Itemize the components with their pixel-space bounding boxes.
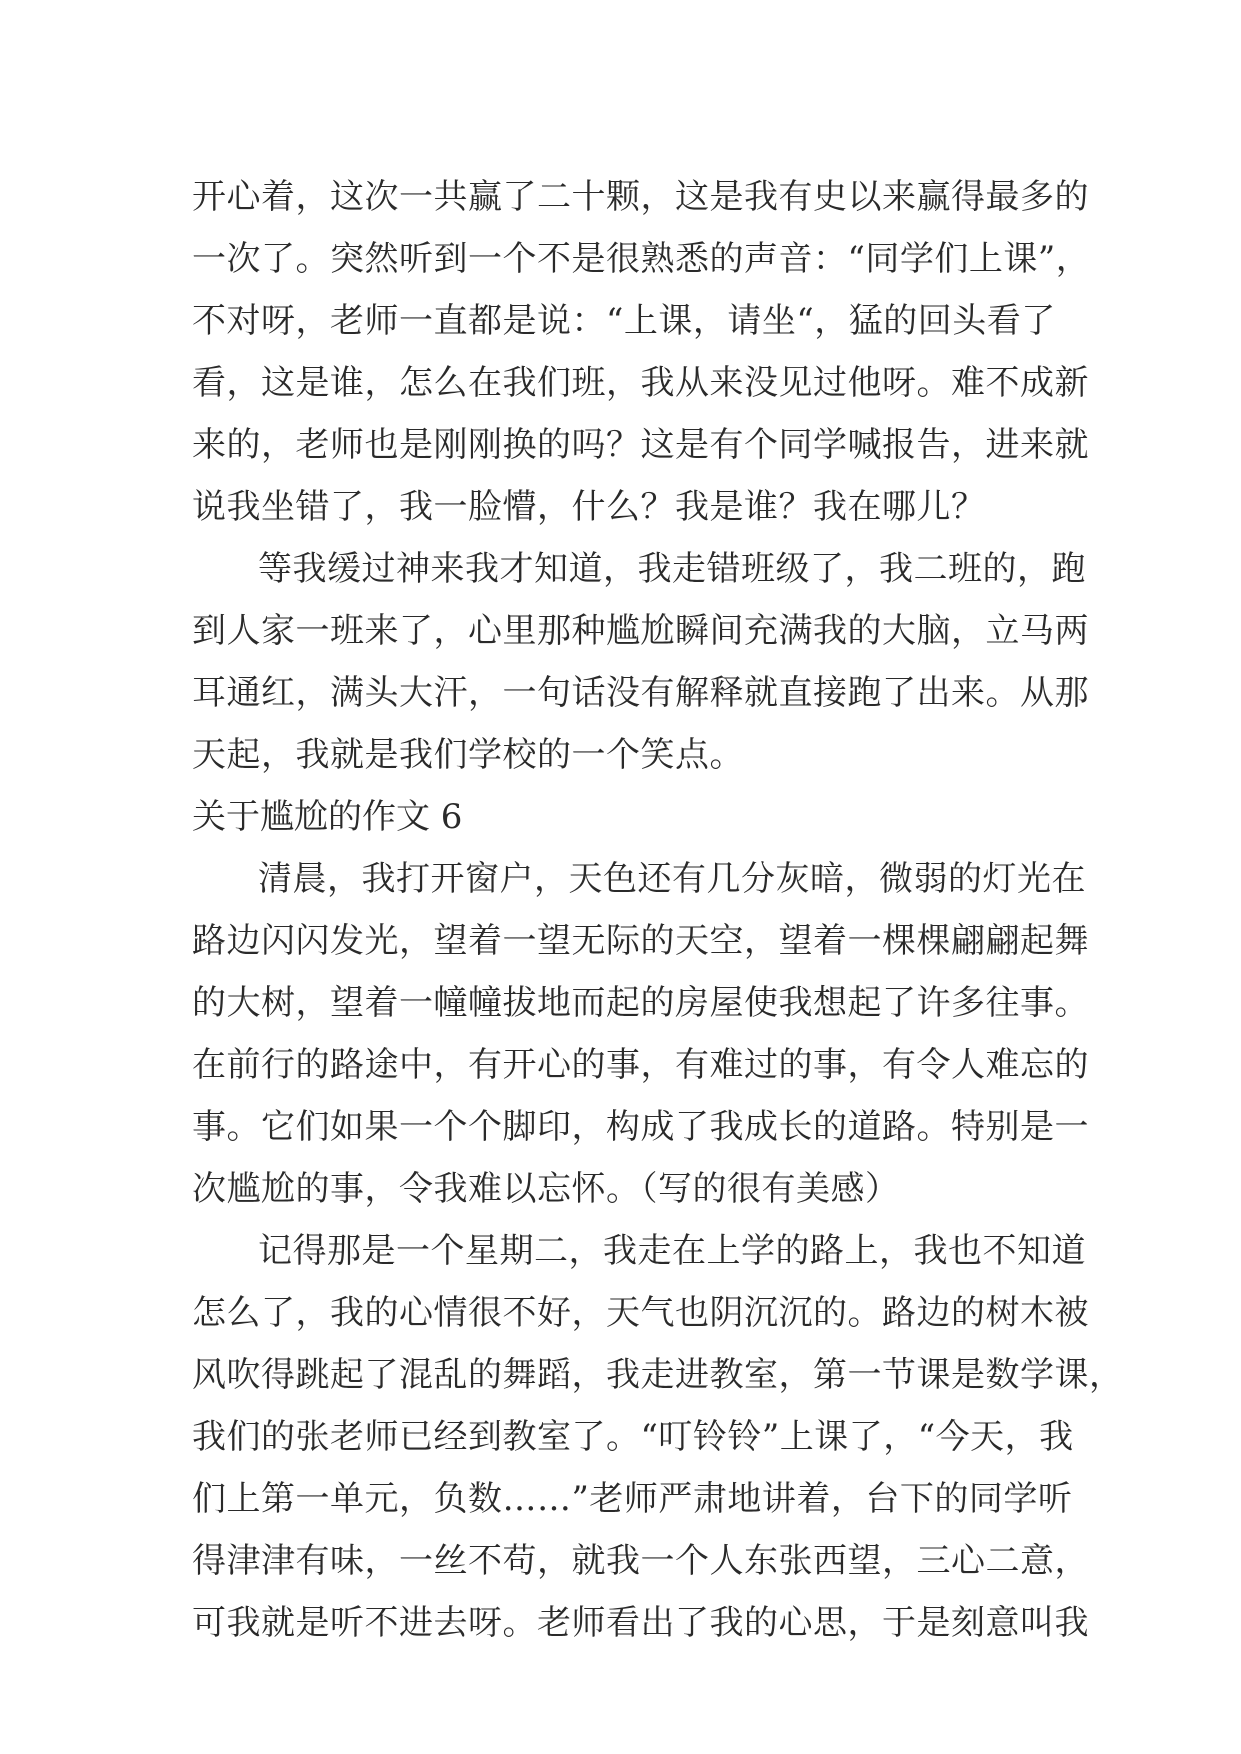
text-line: 等我缓过神来我才知道，我走错班级了，我二班的，跑 xyxy=(258,549,1086,589)
text-line: 不对呀，老师一直都是说：“上课，请坐“，猛的回头看了 xyxy=(192,301,1056,341)
text-line: 次尴尬的事，令我难以忘怀。（写的很有美感） xyxy=(192,1169,900,1209)
paragraph xyxy=(192,1220,1124,1654)
text-line: 记得那是一个星期二，我走在上学的路上，我也不知道 xyxy=(258,1231,1086,1271)
text-line: 开心着，这次一共赢了二十颗，这是我有史以来赢得最多的 xyxy=(192,177,1089,217)
text-line: 路边闪闪发光，望着一望无际的天空，望着一棵棵翩翩起舞 xyxy=(192,921,1089,961)
text-line: 在前行的路途中，有开心的事，有难过的事，有令人难忘的 xyxy=(192,1045,1089,1085)
text-line: 风吹得跳起了混乱的舞蹈，我走进教室，第一节课是数学课， xyxy=(192,1355,1124,1395)
essay-heading: 关于尴尬的作文 6 xyxy=(192,797,463,837)
essay-body xyxy=(192,166,1124,1654)
text-line: 一次了。突然听到一个不是很熟悉的声音：“同学们上课”， xyxy=(192,239,1091,279)
text-line: 我们的张老师已经到教室了。“叮铃铃”上课了，“今天，我 xyxy=(192,1417,1074,1457)
text-line: 的大树，望着一幢幢拔地而起的房屋使我想起了许多往事。 xyxy=(192,983,1089,1023)
text-line: 事。它们如果一个个脚印，构成了我成长的道路。特别是一 xyxy=(192,1107,1089,1147)
text-line: 得津津有味，一丝不苟，就我一个人东张西望，三心二意， xyxy=(192,1541,1089,1581)
paragraph xyxy=(192,848,1089,1220)
text-line: 说我坐错了，我一脸懵，什么？我是谁？我在哪儿？ xyxy=(192,487,986,527)
text-line: 看，这是谁，怎么在我们班，我从来没见过他呀。难不成新 xyxy=(192,363,1089,403)
text-line: 清晨，我打开窗户，天色还有几分灰暗，微弱的灯光在 xyxy=(258,859,1086,899)
text-line: 可我就是听不进去呀。老师看出了我的心思，于是刻意叫我 xyxy=(192,1603,1089,1643)
text-line: 来的，老师也是刚刚换的吗？这是有个同学喊报告，进来就 xyxy=(192,425,1089,465)
text-line: 们上第一单元，负数……”老师严肃地讲着，台下的同学听 xyxy=(192,1479,1073,1519)
text-line: 天起，我就是我们学校的一个笑点。 xyxy=(192,735,744,775)
text-line: 到人家一班来了，心里那种尴尬瞬间充满我的大脑，立马两 xyxy=(192,611,1089,651)
text-line: 耳通红，满头大汗，一句话没有解释就直接跑了出来。从那 xyxy=(192,673,1089,713)
paragraph xyxy=(192,166,1091,538)
text-line: 怎么了，我的心情很不好，天气也阴沉沉的。路边的树木被 xyxy=(192,1293,1089,1333)
paragraph xyxy=(192,538,1089,786)
